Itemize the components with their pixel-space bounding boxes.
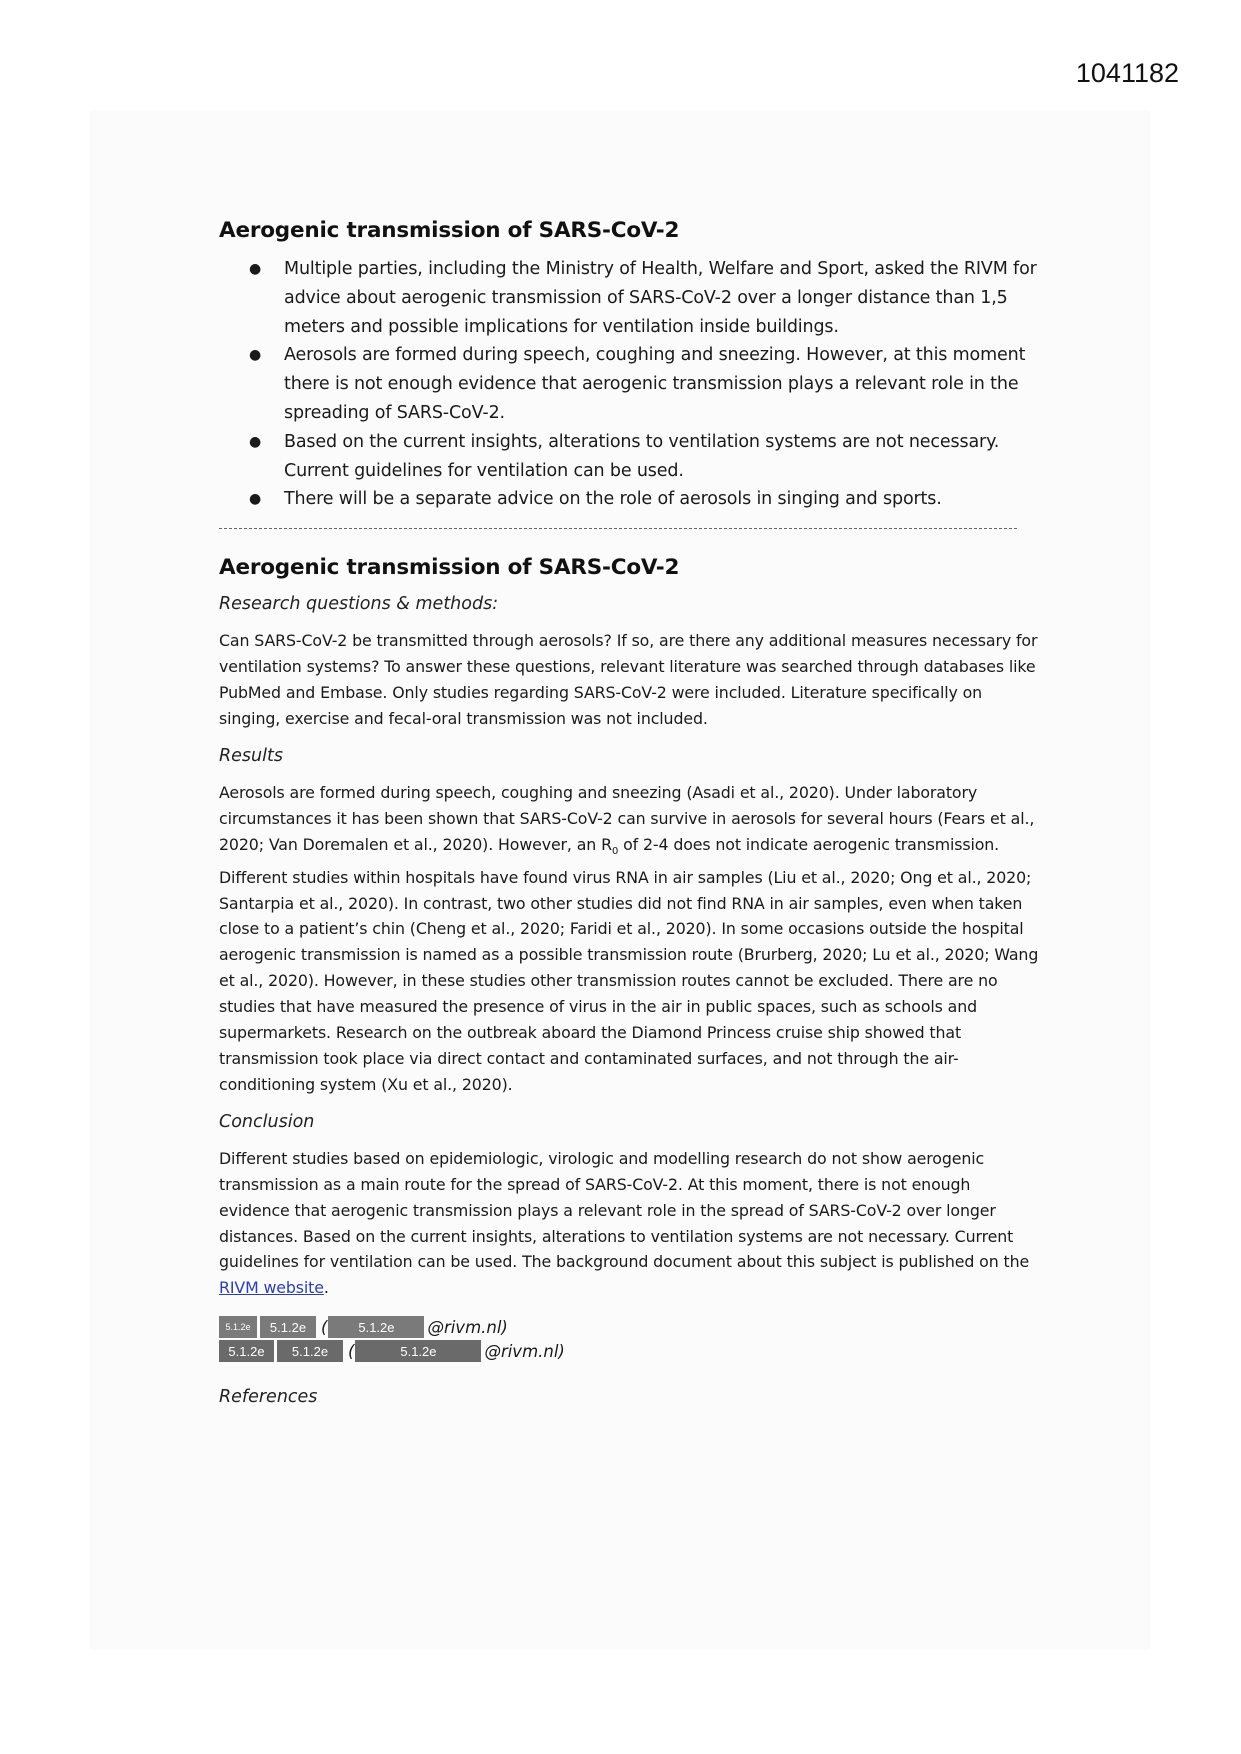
page-content <box>219 218 1039 1407</box>
r0-subscript: 0 <box>611 845 619 857</box>
redaction-box: 5.1.2e <box>260 1316 316 1338</box>
email-redaction-box: 5.1.2e <box>328 1316 424 1338</box>
summary-bullet-list <box>219 255 1039 514</box>
summary-title: Aerogenic transmission of SARS-CoV-2 <box>219 218 680 243</box>
bullet-icon: ● <box>249 433 262 450</box>
summary-bullet-text: Aerosols are formed during speech, coughing and sneezing. However, at this moment there is not enough evidence that aerogenic transmission plays a relevant role in the spreading of SARS-CoV-2. <box>284 345 1026 423</box>
references-heading: References <box>219 1387 318 1408</box>
email-redaction-box: 5.1.2e <box>355 1340 481 1362</box>
results-text-part-1: Aerosols are formed during speech, coughing and sneezing (Asadi et al., 2020). Under laboratory circumstances it has been shown that SARS-CoV-2 can survive in aerosols for several hours (Fears et al., 2020; Van Doremalen et al., 2020). However, an R <box>219 782 1035 854</box>
rivm-website-link[interactable]: RIVM website <box>219 1278 324 1298</box>
contact-paren: ( <box>321 1317 328 1337</box>
methods-paragraph: Can SARS-CoV-2 be transmitted through aerosols? If so, are there any additional measures necessary for ventilation systems? To answer these questions, relevant literature was searched through databases like PubMed and Embase. Only studies regarding SARS-CoV-2 were included. Literature specifically on singing, exercise and fecal-oral transmission was not included. <box>219 631 1038 728</box>
email-suffix: @rivm.nl) <box>427 1317 508 1337</box>
contact-row <box>219 1315 1039 1339</box>
results-text-part-2: of 2-4 does not indicate aerogenic transmission. Different studies within hospitals have found virus RNA in air samples (Liu et al., 2020; Ong et al., 2020; Santarpia et al., 2020). In contrast, two other studies did not find RNA in air samples, even when taken close to a patient’s chin (Cheng et al., 2020; Faridi et al., 2020). In some occasions outside the hospital aerogenic transmission is named as a possible transmission route (Brurberg, 2020; Lu et al., 2020; Wang et al., 2020). However, in these studies other transmission routes cannot be excluded. There are no studies that have measured the presence of virus in the air in public spaces, such as schools and supermarkets. Research on the outbreak aboard the Diamond Princess cruise ship showed that transmission took place via direct contact and contaminated surfaces, and not through the air-conditioning system (Xu et al., 2020). <box>219 834 1039 1094</box>
document-number: 1041182 <box>1075 58 1179 88</box>
article-title: Aerogenic transmission of SARS-CoV-2 <box>219 555 680 581</box>
summary-bullet-text: Multiple parties, including the Ministry of Health, Welfare and Sport, asked the RIVM for advice about aerogenic transmission of SARS-CoV-2 over a longer distance than 1,5 meters and possible implications for ventilation inside buildings. <box>284 259 1037 337</box>
bullet-icon: ● <box>249 261 262 277</box>
summary-bullet-text: Based on the current insights, alterations to ventilation systems are not necessary. Current guidelines for ventilation can be used. <box>284 431 1000 481</box>
conclusion-paragraph <box>219 1146 1039 1301</box>
redaction-box: 5.1.2e <box>219 1340 274 1362</box>
redaction-box: 5.1.2e <box>277 1340 343 1362</box>
contact-block <box>219 1315 1039 1363</box>
summary-bullet <box>249 341 1039 427</box>
bullet-icon: ● <box>249 347 262 364</box>
conclusion-end: . <box>323 1278 329 1298</box>
conclusion-text: Different studies based on epidemiologic, virologic and modelling research do not show aerogenic transmission as a main route for the spread of SARS-CoV-2. At this moment, there is not enough evidence that aerogenic transmission plays a relevant role in the spread of SARS-CoV-2 over longer distances. Based on the current insights, alterations to ventilation systems are not necessary. Current guidelines for ventilation can be used. The background document about this subject is published on the <box>219 1148 1030 1272</box>
results-heading: Results <box>219 745 283 766</box>
email-suffix: @rivm.nl) <box>484 1341 565 1361</box>
contact-row <box>219 1339 1039 1363</box>
contact-paren: ( <box>348 1341 355 1361</box>
summary-bullet <box>249 255 1039 341</box>
summary-bullet <box>249 428 1039 486</box>
conclusion-heading: Conclusion <box>219 1111 315 1132</box>
summary-bullet <box>249 485 1039 514</box>
results-paragraph <box>219 780 1039 1098</box>
methods-heading: Research questions & methods: <box>219 594 499 615</box>
summary-bullet-text: There will be a separate advice on the role of aerosols in singing and sports. <box>284 489 942 510</box>
redaction-box: 5.1.2e <box>219 1316 257 1338</box>
dashed-divider <box>219 528 1017 529</box>
bullet-icon: ● <box>249 491 262 508</box>
